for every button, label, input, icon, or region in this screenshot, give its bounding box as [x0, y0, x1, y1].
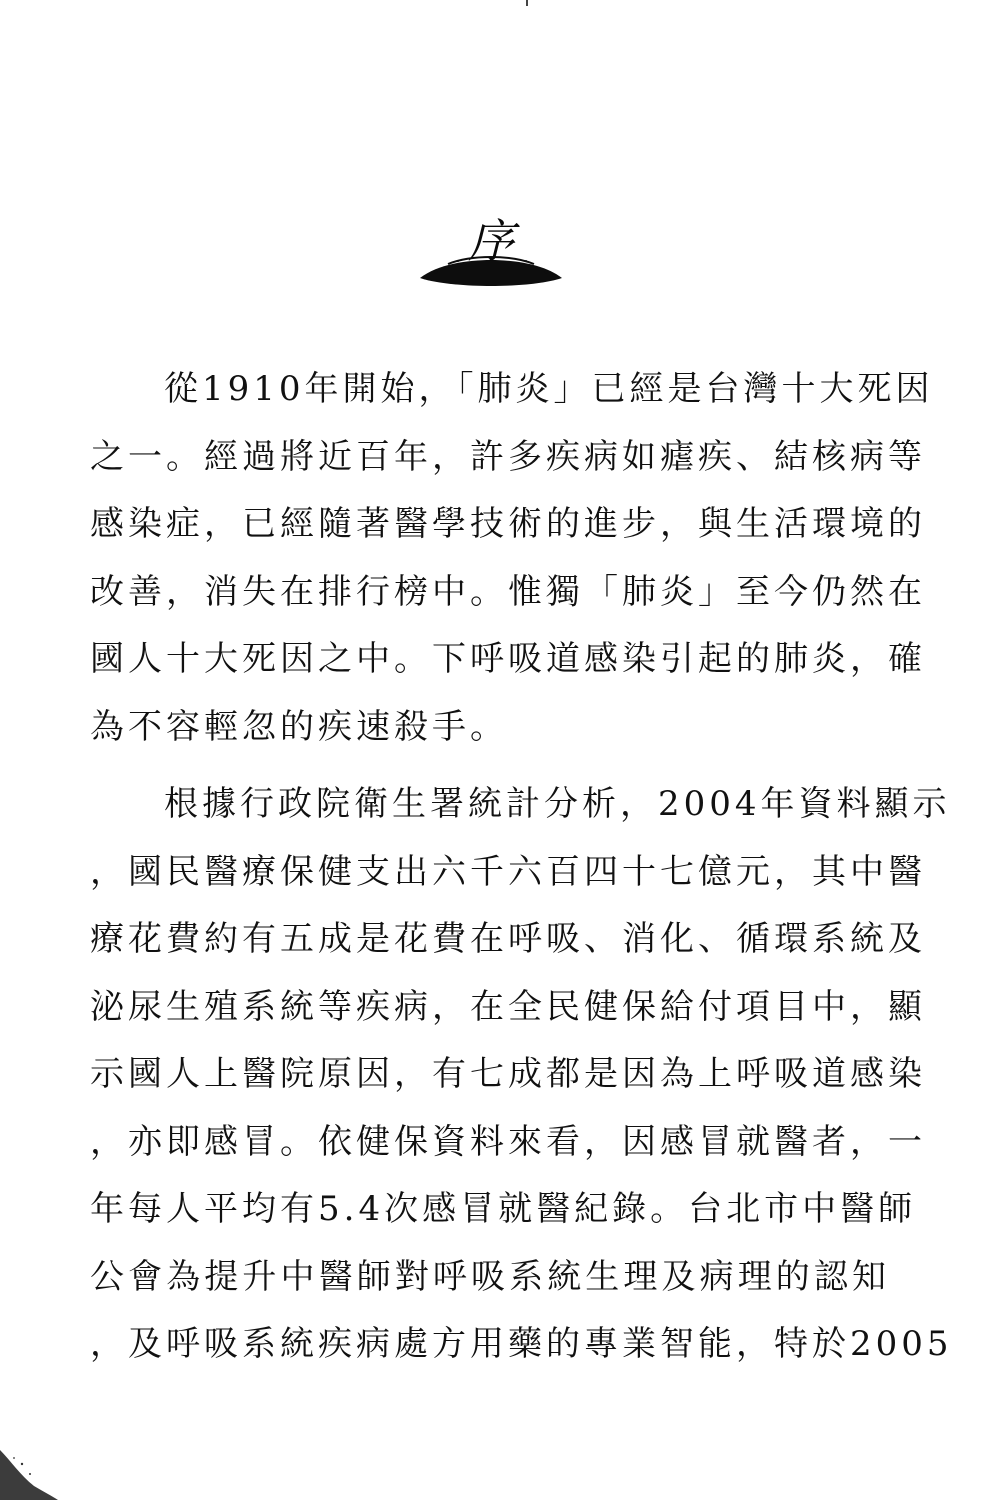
text-line: ，國民醫療保健支出六千六百四十七億元，其中醫	[90, 851, 926, 892]
text-line: 改善，消失在排行榜中。惟獨「肺炎」至今仍然在	[90, 571, 926, 612]
text-line: 泌尿生殖系統等疾病，在全民健保給付項目中，顯	[90, 986, 926, 1027]
text-line: 年每人平均有5.4次感冒就醫紀錄。台北市中醫師	[90, 1189, 917, 1229]
text-line: 感染症，已經隨著醫學技術的進步，與生活環境的	[90, 504, 926, 544]
paragraph-1	[90, 356, 934, 761]
text-line: 療花費約有五成是花費在呼吸、消化、循環系統及	[90, 919, 926, 959]
text-line: 從1910年開始，「肺炎」已經是台灣十大死因	[164, 369, 934, 409]
text-line: 為不容輕忽的疾速殺手。	[90, 706, 508, 747]
text-line: 之一。經過將近百年，許多疾病如瘧疾、結核病等	[90, 436, 926, 477]
text-line: 公會為提升中醫師對呼吸系統生理及病理的認知	[90, 1256, 890, 1297]
body-text	[90, 356, 953, 1379]
text-line: 根據行政院衛生署統計分析，2004年資料顯示	[164, 784, 951, 824]
text-line: 國人十大死因之中。下呼吸道感染引起的肺炎，確	[90, 639, 926, 679]
preface-heading	[418, 212, 564, 292]
text-line: ，及呼吸系統疾病處方用藥的專業智能，特於2005	[90, 1324, 953, 1364]
text-line: 示國人上醫院原因，有七成都是因為上呼吸道感染	[90, 1054, 926, 1094]
text-line: ，亦即感冒。依健保資料來看，因感冒就醫者，一	[90, 1121, 926, 1162]
paragraph-2	[90, 771, 953, 1379]
scan-smudge	[0, 1430, 60, 1500]
scan-mark	[526, 0, 528, 6]
preface-title: 序	[468, 214, 514, 268]
